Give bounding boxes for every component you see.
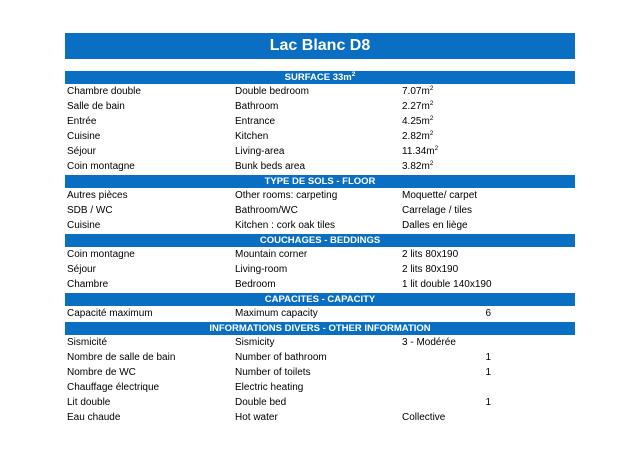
row-label-fr: Entrée [67, 116, 97, 127]
table-row [65, 277, 575, 292]
row-value: Moquette/ carpet [402, 190, 478, 201]
table-row [65, 335, 575, 350]
row-value-sup: 2 [429, 85, 434, 92]
row-value-text: 11.34m [402, 146, 435, 157]
section-header-floor: TYPE DE SOLS - FLOOR [65, 174, 575, 188]
row-value: 1 lit double 140x190 [402, 279, 492, 290]
table-row [65, 365, 575, 380]
row-value [402, 159, 433, 174]
row-value [402, 114, 433, 129]
row-value-text: 2.27m [402, 101, 430, 112]
row-value-sup: 2 [429, 115, 434, 122]
row-label-en: Kitchen : cork oak tiles [235, 220, 336, 231]
row-label-fr: Chauffage électrique [67, 382, 160, 393]
row-label-en: Bathroom [235, 101, 279, 112]
row-label-en: Kitchen [235, 131, 269, 142]
table-row [65, 247, 575, 262]
row-count: 1 [485, 352, 491, 363]
table-row [65, 350, 575, 365]
table-row [65, 114, 575, 129]
row-count: 6 [485, 308, 491, 319]
row-label-en: Number of bathroom [235, 352, 327, 363]
row-value: Dalles en liège [402, 220, 468, 231]
section-surface-heading: SURFACE 33m [284, 72, 352, 83]
page-title: Lac Blanc D8 [65, 33, 575, 59]
property-sheet [65, 33, 575, 425]
row-value [402, 99, 433, 114]
row-label-en: Bedroom [235, 279, 276, 290]
row-label-en: Living-room [235, 264, 288, 275]
row-count: 1 [485, 397, 491, 408]
section-header-surface [65, 70, 575, 84]
row-label-fr: Chambre double [67, 86, 141, 97]
row-label-fr: Lit double [67, 397, 111, 408]
row-label-en: Hot water [235, 412, 278, 423]
row-label-fr: Chambre [67, 279, 109, 290]
row-label-fr: Salle de bain [67, 101, 125, 112]
row-label-en: Entrance [235, 116, 276, 127]
row-label-fr: Cuisine [67, 131, 101, 142]
row-value [402, 129, 433, 144]
row-label-fr: Séjour [67, 264, 96, 275]
row-label-fr: Sismicité [67, 337, 108, 348]
section-surface-heading-sup: 2 [351, 71, 356, 78]
row-label-fr: Coin montagne [67, 249, 135, 260]
row-label-en: Mountain corner [235, 249, 308, 260]
row-value-text: 2.82m [402, 131, 430, 142]
row-value [402, 84, 433, 99]
row-label-en: Living-area [235, 146, 285, 157]
row-label-en: Double bed [235, 397, 287, 408]
row-value-text: 4.25m [402, 116, 430, 127]
row-value: 3 - Modérée [402, 337, 456, 348]
row-value: 2 lits 80x190 [402, 264, 459, 275]
row-label-en: Number of toilets [235, 367, 311, 378]
table-row [65, 410, 575, 425]
row-label-fr: Cuisine [67, 220, 101, 231]
table-row [65, 218, 575, 233]
row-value-text: 3.82m [402, 161, 430, 172]
table-row [65, 380, 575, 395]
table-row [65, 262, 575, 277]
table-row [65, 84, 575, 99]
spacer [65, 59, 575, 70]
row-label-en: Other rooms: carpeting [235, 190, 338, 201]
row-label-en: Double bedroom [235, 86, 309, 97]
table-row [65, 159, 575, 174]
row-value-sup: 2 [434, 145, 439, 152]
table-row [65, 203, 575, 218]
row-label-fr: SDB / WC [67, 205, 113, 216]
table-row [65, 144, 575, 159]
row-label-en: Sismicity [235, 337, 275, 348]
section-header-other: INFORMATIONS DIVERS - OTHER INFORMATION [65, 321, 575, 335]
row-value-text: 7.07m [402, 86, 430, 97]
row-value: 2 lits 80x190 [402, 249, 459, 260]
row-label-en: Bathroom/WC [235, 205, 298, 216]
row-label-en: Maximum capacity [235, 308, 318, 319]
row-value: Collective [402, 412, 446, 423]
table-row [65, 395, 575, 410]
table-row [65, 188, 575, 203]
row-label-fr: Nombre de salle de bain [67, 352, 176, 363]
row-value: Carrelage / tiles [402, 205, 473, 216]
table-row [65, 129, 575, 144]
row-label-fr: Coin montagne [67, 161, 135, 172]
row-value-sup: 2 [429, 160, 434, 167]
section-header-beddings: COUCHAGES - BEDDINGS [65, 233, 575, 247]
row-label-fr: Capacité maximum [67, 308, 153, 319]
table-row [65, 306, 575, 321]
row-label-fr: Eau chaude [67, 412, 121, 423]
row-count: 1 [485, 367, 491, 378]
section-header-capacity: CAPACITES - CAPACITY [65, 292, 575, 306]
row-label-en: Electric heating [235, 382, 304, 393]
row-label-en: Bunk beds area [235, 161, 306, 172]
row-value-sup: 2 [429, 100, 434, 107]
row-label-fr: Autres pièces [67, 190, 128, 201]
row-label-fr: Nombre de WC [67, 367, 136, 378]
row-value-sup: 2 [429, 130, 434, 137]
row-value [402, 144, 438, 159]
row-label-fr: Séjour [67, 146, 96, 157]
table-row [65, 99, 575, 114]
